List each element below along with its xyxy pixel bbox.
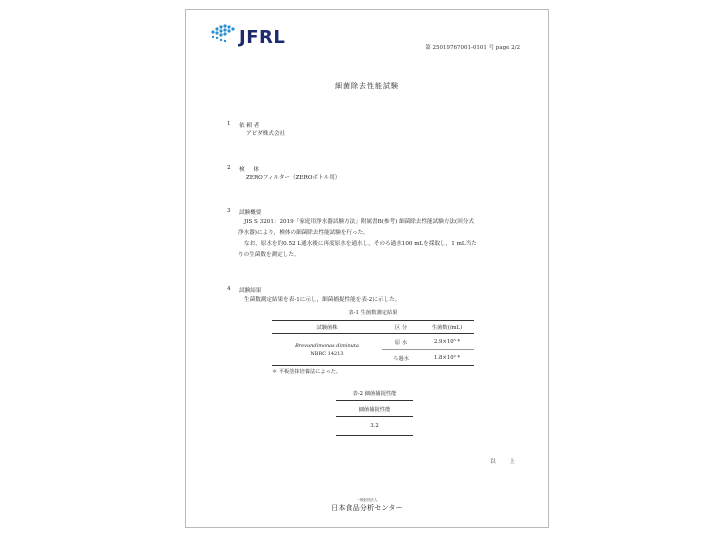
document-page xyxy=(185,9,549,528)
section-1-number: 1 xyxy=(227,121,231,127)
table-1-row-1-count: 2.9×10⁵ * xyxy=(420,334,474,350)
section-4-number: 4 xyxy=(227,286,231,292)
section-4-heading: 試験結果 xyxy=(239,288,262,294)
table-1-header-count: 生菌数(/mL) xyxy=(420,321,474,334)
footer-org-type: 一般財団法人 xyxy=(356,498,378,502)
section-2-heading: 検 体 xyxy=(239,167,260,173)
table-1-note: ＊ 平板塗抹培養法によった。 xyxy=(272,369,342,375)
jfrl-logo xyxy=(209,21,289,51)
table-2 xyxy=(336,400,413,436)
footer-organization xyxy=(186,498,548,513)
logo-text: JFRL xyxy=(239,27,286,48)
end-mark: 以 上 xyxy=(490,459,521,465)
section-3-line-3: なお，原水を約0.52 L通水後に再度原水を通水し，そのろ過水100 mLを採取し，1 mL当た xyxy=(244,241,477,247)
section-3-line-1: JIS S 3201：2019「家庭用浄水器試験方法」附属書B(参考) 細菌除去性能試験方法(回分式 xyxy=(244,219,474,225)
section-3-line-2: 浄水器)により，検体の細菌除去性能試験を行った。 xyxy=(238,230,369,236)
footer-org-name: 日本食品分析センター xyxy=(331,504,403,512)
section-2-number: 2 xyxy=(227,165,231,171)
table-1-strain-name: Brevundimonas diminuta xyxy=(295,342,359,349)
document-number: 第 25019767001-0101 号 page 2/2 xyxy=(425,45,520,51)
table-2-value: 3.2 xyxy=(336,417,413,436)
section-3-number: 3 xyxy=(227,208,231,214)
section-3-heading: 試験概要 xyxy=(239,210,262,216)
section-1-line: アピダ株式会社 xyxy=(246,131,286,137)
table-1-row-2-category: ろ過水 xyxy=(382,350,420,366)
table-1-strain-id: NBRC 14213 xyxy=(310,350,344,357)
table-1-row-1-category: 原 水 xyxy=(382,334,420,350)
table-1-strain-cell xyxy=(272,334,382,366)
section-2-line: ZEROフィルター（ZEROボトル用） xyxy=(246,175,341,181)
table-1-row-2-count: 1.8×10² * xyxy=(420,350,474,366)
table-1 xyxy=(272,320,474,366)
table-1-header-strain: 試験菌株 xyxy=(272,321,382,334)
jfrl-logo-icon xyxy=(209,23,237,45)
table-2-header: 細菌捕捉性能 xyxy=(336,401,413,417)
table-2-caption: 表-2 細菌捕捉性能 xyxy=(352,391,397,397)
section-3-line-4: りの生菌数を測定した。 xyxy=(238,252,300,258)
section-4-line: 生菌数測定結果を表-1に示し，細菌捕捉性能を表-2に示した。 xyxy=(244,297,401,303)
table-1-header-category: 区 分 xyxy=(382,321,420,334)
section-1-heading: 依 頼 者 xyxy=(239,123,260,129)
document-title: 細菌除去性能試験 xyxy=(335,82,399,90)
table-1-caption: 表-1 生菌数測定結果 xyxy=(348,310,398,316)
